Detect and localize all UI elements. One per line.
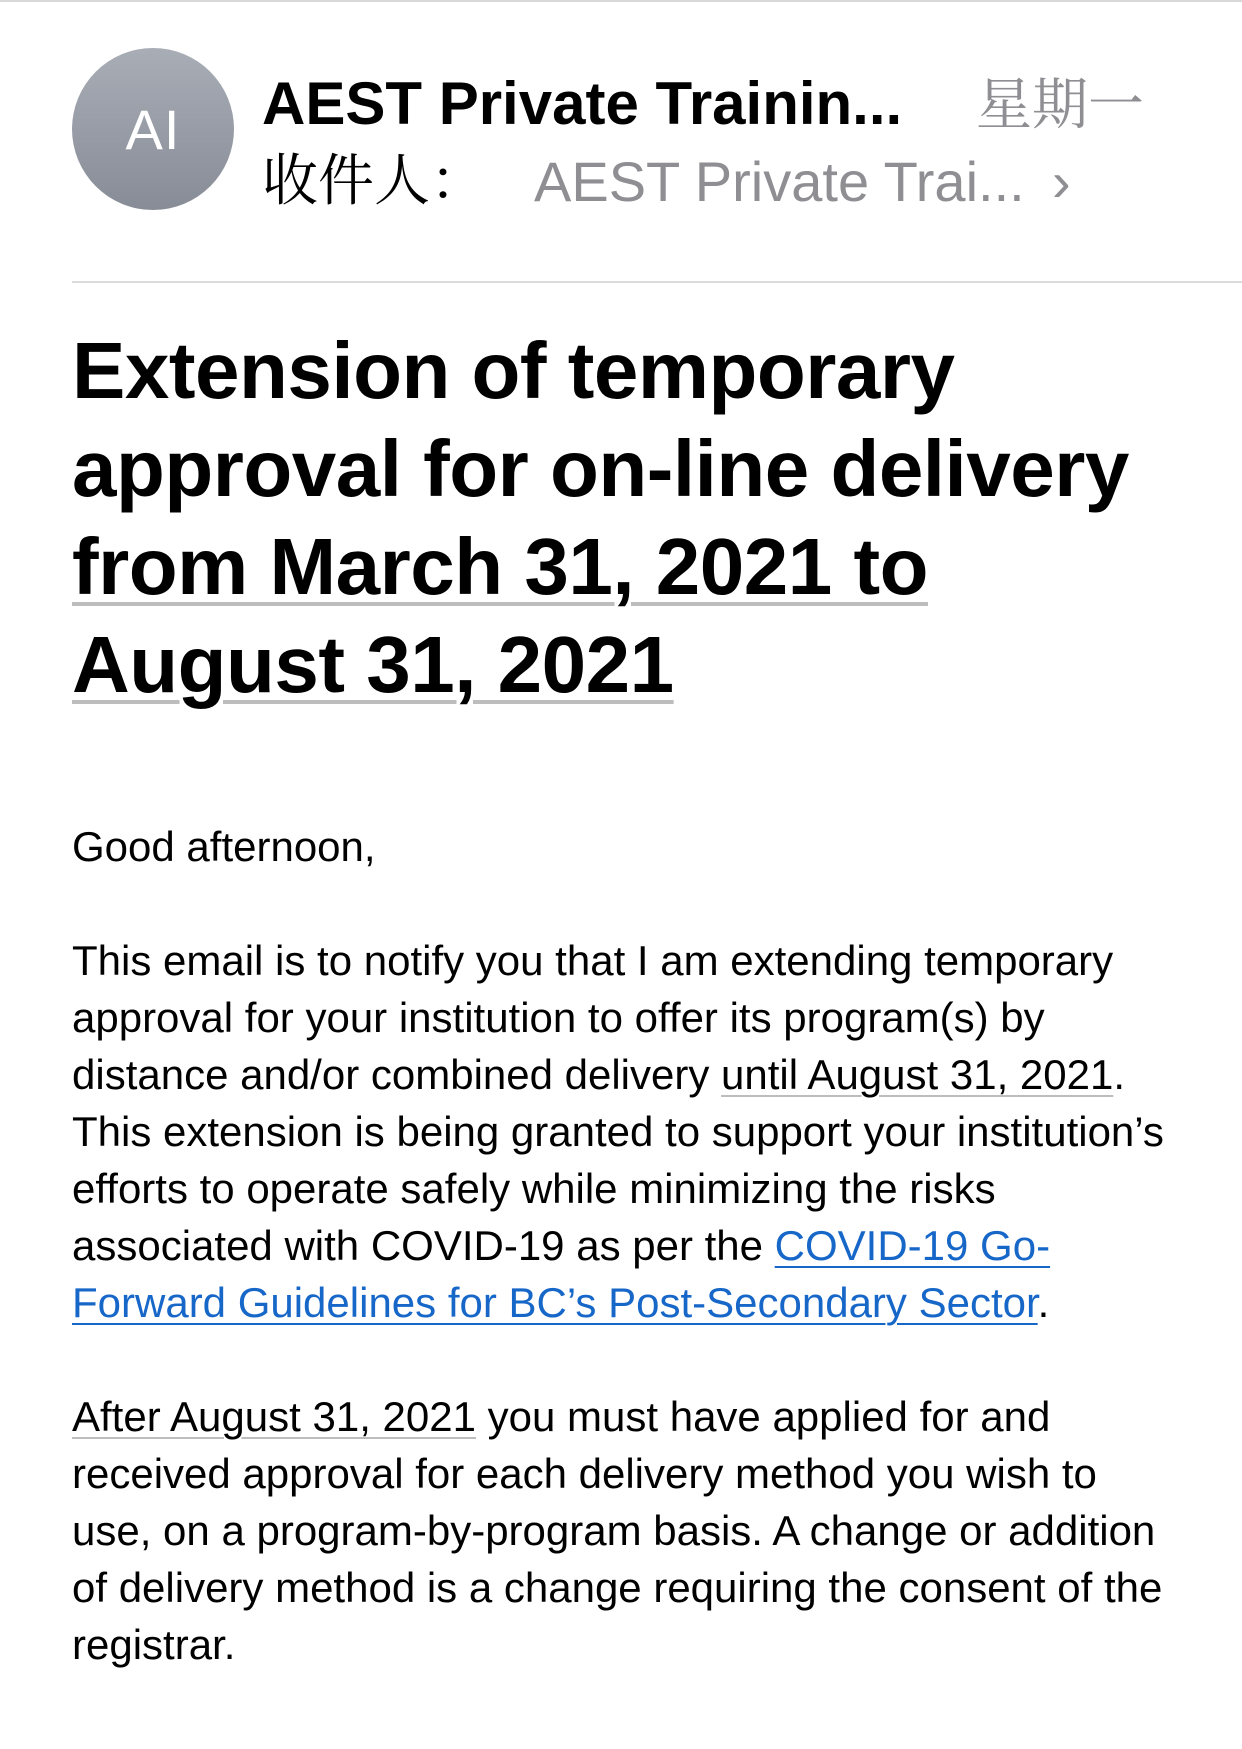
recipient-label: 收件人：	[262, 149, 486, 214]
email-body	[72, 818, 1182, 1730]
avatar-initials: AI	[125, 97, 181, 161]
sender-name[interactable]: AEST Private Trainin...	[262, 70, 903, 137]
chevron-right-icon[interactable]: ›	[1052, 150, 1071, 213]
paragraph-1-text-b: . This extension is being granted to support your institution’s efforts to operate safely while minimizing the risks associated with COVID-19 as per the	[72, 1051, 1164, 1269]
message-date: 星期一	[976, 73, 1144, 138]
guidelines-link[interactable]: COVID-19 Go-Forward Guidelines for BC’s Post-Secondary Sector	[72, 1222, 1051, 1326]
paragraph-2-text-a: you must have applied for and received approval for each delivery method you wish to use, on a program-by-program basis. A change or addition of delivery method is a change requiring the consent of the registrar.	[72, 1393, 1163, 1668]
email-subject	[72, 322, 1192, 714]
paragraph-1-text-c: .	[1037, 1279, 1050, 1326]
sender-avatar[interactable]	[72, 48, 234, 210]
recipient-value[interactable]: AEST Private Trai...	[534, 150, 1025, 213]
paragraph-1-text-a: This email is to notify you that I am extending temporary approval for your institution to offer its program(s) by distance and/or combined delivery	[72, 937, 1114, 1098]
header-divider	[72, 281, 1242, 283]
body-paragraph-1	[72, 932, 1182, 1331]
date-detected-after[interactable]: After August 31, 2021	[72, 1393, 476, 1440]
body-paragraph-2	[72, 1388, 1182, 1673]
greeting: Good afternoon,	[72, 823, 376, 870]
subject-date-detected[interactable]: from March 31, 2021 to August 31, 2021	[72, 522, 928, 709]
date-detected-until[interactable]: until August 31, 2021	[721, 1051, 1114, 1098]
top-divider	[0, 0, 1242, 2]
subject-text: Extension of temporary approval for on-line delivery	[72, 326, 1129, 513]
